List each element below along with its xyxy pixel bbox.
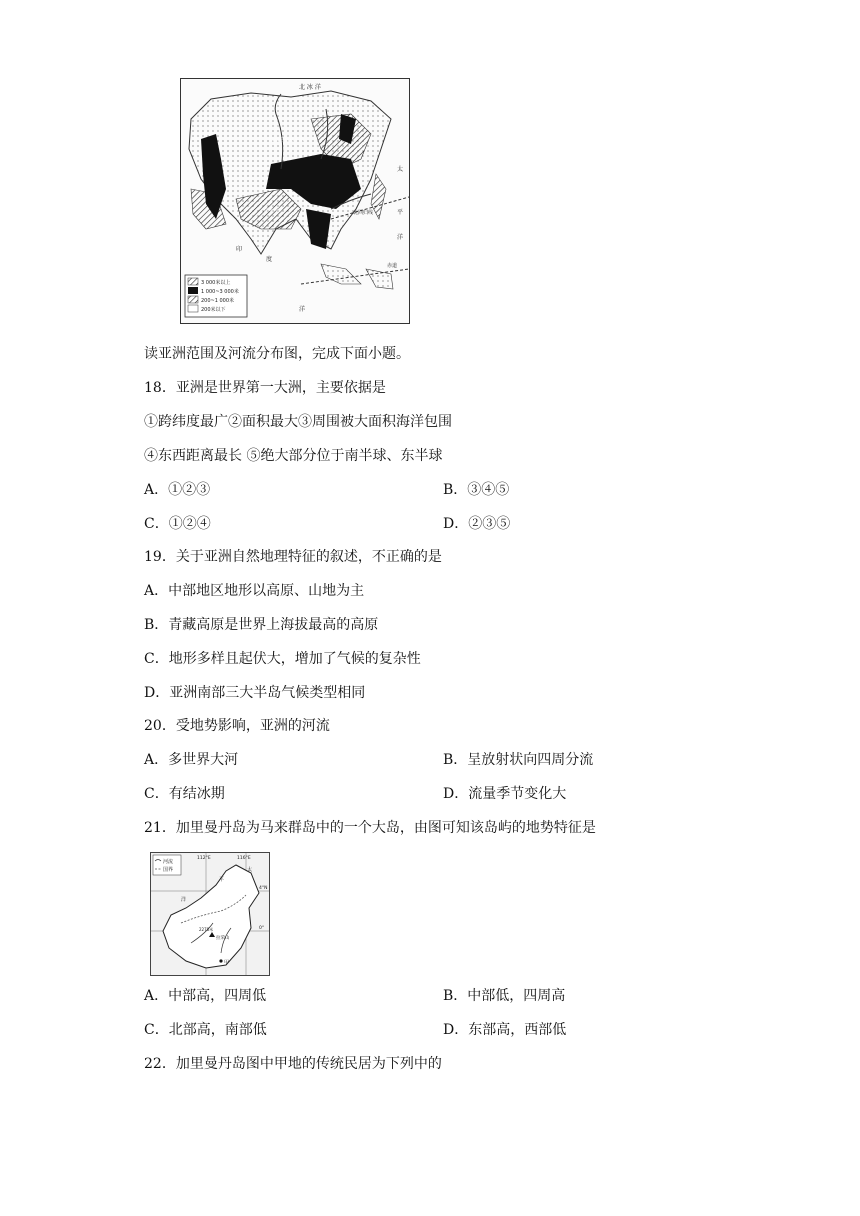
q21-option-d[interactable]: D．东部高，西部低: [443, 1022, 567, 1038]
label-arctic-ocean: 北 冰 洋: [299, 84, 321, 91]
sea-label-1: 太: [247, 867, 253, 873]
label-pacific-2: 平: [397, 209, 404, 216]
legend-item-3: 200~1 000米: [201, 298, 235, 304]
label-west-siberian-plain: 西西伯利亚平原: [269, 137, 305, 143]
q20-option-a[interactable]: A．多世界大河: [144, 752, 239, 768]
legend-item-2: 1 000~3 000米: [201, 289, 239, 295]
q18-option-c[interactable]: C．①②④: [144, 516, 211, 532]
q21-option-c[interactable]: C．北部高，南部低: [144, 1022, 267, 1038]
legend-item-4: 200米以下: [201, 307, 226, 313]
lon-label-112: 112°E: [197, 856, 211, 861]
q19-option-c[interactable]: C．地形多样且起伏大，增加了气候的复杂性: [144, 651, 421, 667]
peak-elevation: 2278米: [199, 927, 214, 932]
q18-statement-2: ④东西距离最长 ⑤绝大部分位于南半球、东半球: [144, 448, 443, 464]
label-pacific-1: 太: [397, 166, 404, 173]
legend-item-1: 3 000米以上: [201, 280, 231, 286]
label-pacific-3: 洋: [397, 234, 404, 241]
q21-option-b[interactable]: B．中部低，四周高: [443, 988, 566, 1004]
place-jia: 甲: [224, 960, 230, 966]
peak-name: 拉荣山: [216, 936, 230, 941]
lon-label-116: 116°E: [237, 856, 251, 861]
q21-stem: 21．加里曼丹岛为马来群岛中的一个大岛，由图可知该岛屿的地势特征是: [144, 820, 596, 836]
legend-river: 河流: [163, 859, 174, 865]
kalimantan-map-graphic: [151, 853, 269, 975]
intro-text: 读亚洲范围及河流分布图，完成下面小题。: [144, 346, 410, 362]
label-indian-1: 印: [236, 246, 243, 253]
lat-label-4n: 4°N: [259, 886, 268, 891]
kalimantan-map: [150, 852, 270, 976]
q18-option-b[interactable]: B．③④⑤: [443, 482, 510, 498]
q18-option-d[interactable]: D．②③⑤: [443, 516, 511, 532]
q19-option-d[interactable]: D．亚洲南部三大半岛气候类型相同: [144, 685, 366, 701]
q19-option-b[interactable]: B．青藏高原是世界上海拔最高的高原: [144, 617, 379, 633]
label-indian-2: 度: [266, 256, 273, 263]
label-tropic: 北回归线: [353, 210, 374, 216]
q20-option-b[interactable]: B．呈放射状向四周分流: [443, 752, 594, 768]
asia-map-graphic: [181, 79, 409, 323]
sea-label-3: 洋: [181, 897, 187, 903]
label-equator: 赤道: [387, 263, 398, 269]
q20-option-c[interactable]: C．有结冰期: [144, 786, 225, 802]
q20-option-d[interactable]: D．流量季节变化大: [443, 786, 567, 802]
label-indian-3: 洋: [299, 306, 306, 313]
q19-option-a[interactable]: A．中部地区地形以高原、山地为主: [144, 583, 365, 599]
q21-option-a[interactable]: A．中部高，四周低: [144, 988, 267, 1004]
sea-label-2: 平: [219, 877, 225, 883]
legend-border: 国界: [163, 867, 174, 873]
asia-relief-map: [180, 78, 410, 324]
lat-label-0: 0°: [259, 926, 265, 931]
q20-stem: 20．受地势影响，亚洲的河流: [144, 718, 330, 734]
q19-stem: 19．关于亚洲自然地理特征的叙述，不正确的是: [144, 549, 442, 565]
q18-option-a[interactable]: A．①②③: [144, 482, 211, 498]
q22-stem: 22．加里曼丹岛图中甲地的传统民居为下列中的: [144, 1056, 442, 1072]
q18-statement-1: ①跨纬度最广②面积最大③周围被大面积海洋包围: [144, 414, 452, 430]
label-tibetan-plateau: 青藏高原: [263, 207, 284, 213]
q18-stem: 18．亚洲是世界第一大洲，主要依据是: [144, 380, 386, 396]
